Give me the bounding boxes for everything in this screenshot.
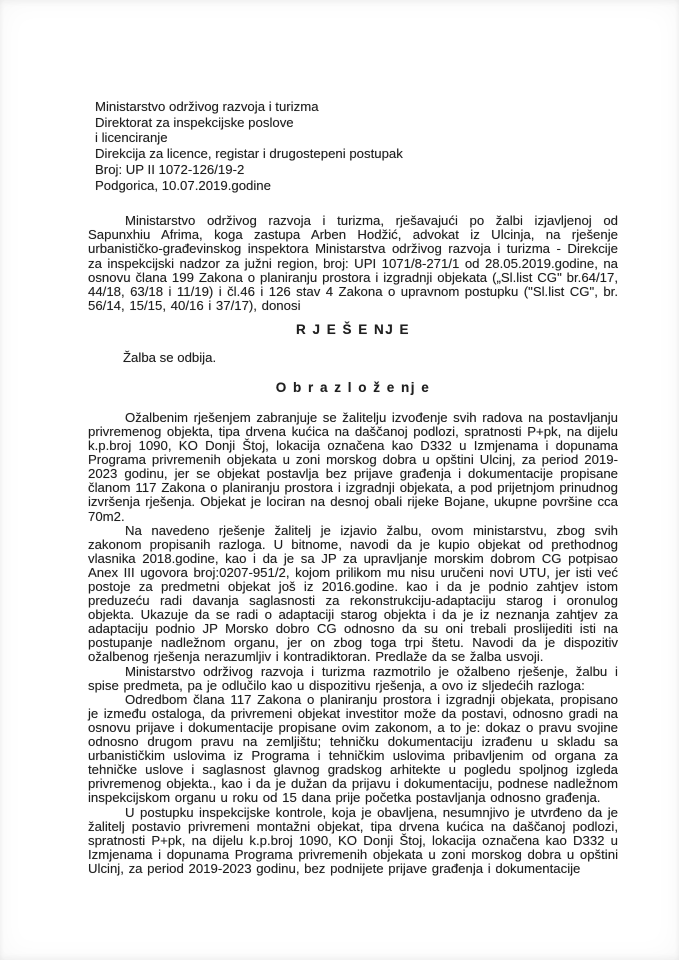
decision-text: Žalba se odbija. — [123, 349, 217, 365]
letterhead-line-directorate: Direktorat za inspekcijske poslove — [95, 114, 294, 130]
decision-heading: R J E Š E NJ E — [295, 321, 411, 337]
letterhead-line-case-number: Broj: UP II 1072-126/19-2 — [95, 161, 245, 177]
document-content — [88, 0, 618, 876]
letterhead-line-ministry: Ministarstvo održivog razvoja i turizma — [95, 99, 319, 114]
explanation-heading: O b r a z l o ž e nj e — [275, 379, 431, 395]
explanation-paragraph-3: Ministarstvo održivog razvoja i turizma razmotrilo je ožalbeno rješenje, žalbu i spise predmeta, pa je odlučilo kao u dispozitivu rješenja, a ovo iz sljedećih razloga: — [88, 663, 618, 693]
letterhead-line-licensing: i licenciranje — [95, 130, 168, 146]
explanation-paragraph-5: U postupku inspekcijske kontrole, koja je obavljena, nesumnjivo je utvrđeno da je žalitelj postavio privremeni montažni objekat, tipa drvena kućica na daščanoj podlozi, spratnosti P+pk, na dijelu k.p.broj 1090, KO Donji Štoj, lokacija označena kao D332 u Izmjenama i dopunama Programa privremenih objekata u zoni morskog dobra u opštini Ulcinj, za period 2019-2023 godinu, bez podnijete prijave građenja i dokumentacije — [88, 804, 618, 876]
letterhead — [95, 99, 618, 193]
explanation-paragraph-1: Ožalbenim rješenjem zabranjuje se žalitelju izvođenje svih radova na postavljanju privremenog objekta, tipa drvena kućica na daščanoj podlozi, spratnosti P+pk, na dijelu k.p.broj 1090, KO Donji Štoj, lokacija označena kao D332 u Izmjenama i dopunama Programa privremenih objekata u zoni morskog dobra u opštini Ulcinj, za period 2019-2023 godinu, jer se objekat postavlja bez prijave građenja i dokumentacije propisane članom 117 Zakona o planiranju prostora i izgradnji objekata, a pod prijetnjom prinudnog izvršenja rješenja. Objekat je lociran na desnoj obali rijeke Bojane, ukupne površine cca 70m2. — [88, 409, 618, 524]
intro-paragraph: Ministarstvo održivog razvoja i turizma, rješavajući po žalbi izjavljenoj od Sapunxhiu Afrima, koga zastupa Arben Hodžić, advokat iz Ulcinja, na rješenje urbanističko-građevinskog inspektora Ministarstva održivog razvoja i turizma - Direkcije za inspekcijski nadzor za južni region, broj: UPI 1071/8-271/1 od 28.05.2019.godine, na osnovu člana 199 Zakona o planiranju prostora i izgradnji objekata („Sl.list CG" br.64/17, 44/18, 63/18 i 11/19) i čl.46 i 126 stav 4 Zakona o upravnom postupku ("Sl.list CG", br. 56/14, 15/15, 40/16 i 37/17), donosi — [88, 213, 618, 313]
letterhead-line-direction: Direkcija za licence, registar i drugostepeni postupak — [95, 146, 403, 162]
letterhead-line-place-date: Podgorica, 10.07.2019.godine — [95, 177, 271, 193]
explanation-paragraph-2: Na navedeno rješenje žalitelj je izjavio žalbu, ovom ministarstvu, zbog svih zakonom propisanih razloga. U bitnome, navodi da je kupio objekat od prethodnog vlasnika 2018.godine, kao i da je sa JP za upravljanje morskim dobrom CG potpisao Anex III ugovora broj:0207-951/2, kojom prilikom mu nisu uručeni novi UTU, jer isti već postoje za predmetni objekat još iz 2016.godine. kao i da je podnio zahtjev istom preduzeću radi davanja saglasnosti za rekonstrukciju-adaptaciju starog i oronulog objekta. Ukazuje da se radi o adaptaciji starog objekta i da je iz neznanja zahtjev za adaptaciju podnio JP Morsko dobro CG odnosno da su oni trebali proslijediti isti na postupanje nadležnom organu, jer on zbog toga trpi štetu. Navodi da je dispozitiv ožalbenog rješenja nerazumljiv i kontradiktoran. Predlaže da se žalba usvoji. — [88, 522, 618, 665]
explanation-paragraph-4: Odredbom člana 117 Zakona o planiranju prostora i izgradnji objekata, propisano je između ostaloga, da privremeni objekat investitor može da postavi, odnosno gradi na osnovu prijave i dokumentacije propisane ovim zakonom, a to je: dokaz o pravu svojine odnosno drugom pravu na zemljištu; tehničku dokumentaciju izrađenu u skladu sa urbanističkim uslovima iz Programa i tehničkim uslovima pribavljenim od organa za tehničke uslove i saglasnost glavnog gradskog arhitekte u pogledu spoljnog izgleda privremenog objekta., kao i da je dužan da prijavu i dokumentaciju, podnese nadležnom inspekcijskom organu u roku od 15 dana prije početka postavljanja odnosno građenja. — [88, 691, 618, 806]
